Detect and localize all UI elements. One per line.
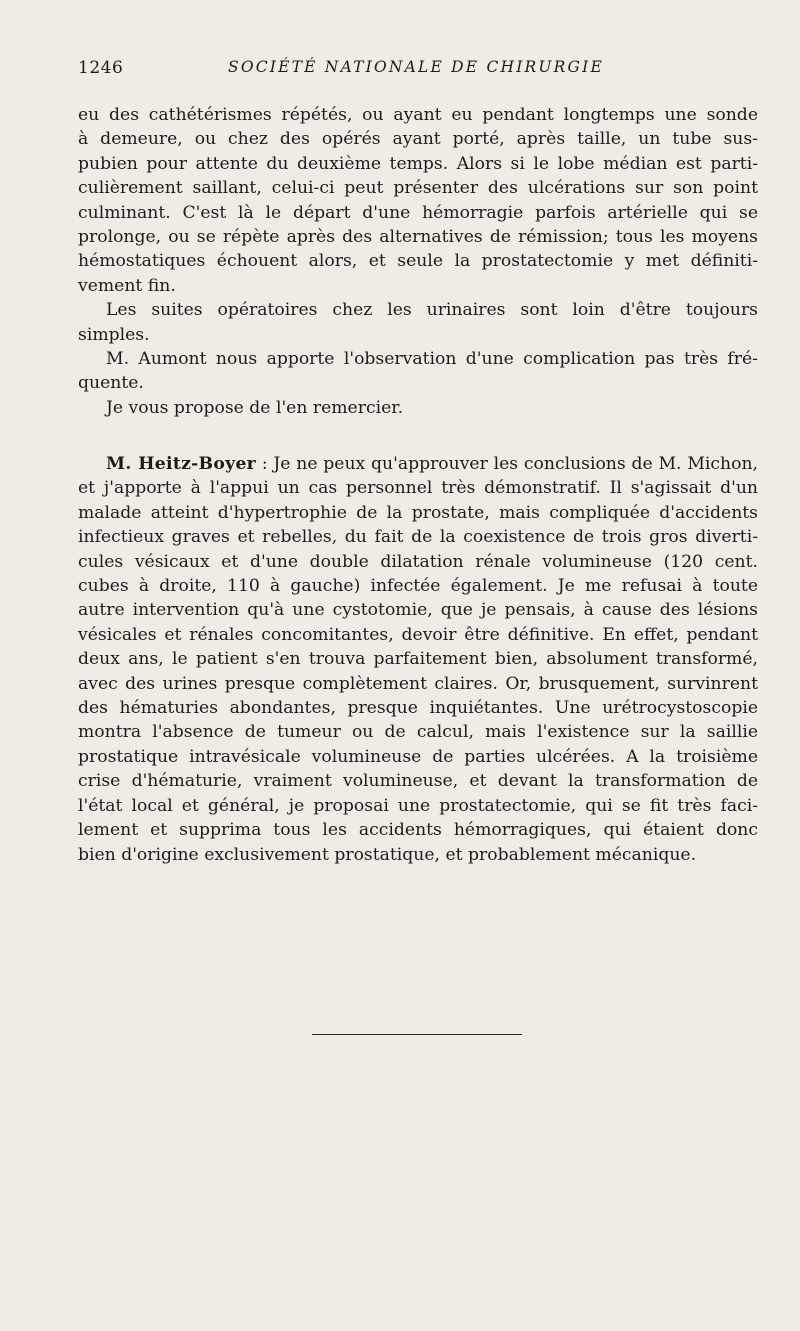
text-line: Je vous propose de l'en remercier. — [106, 397, 404, 418]
text-line-rest: : Je ne peux qu'approuver les conclusions de M. Michon, — [256, 454, 758, 474]
text-line: quente. — [78, 373, 144, 394]
text-line: simples. — [78, 324, 150, 345]
text-line: autre intervention qu'à une cystotomie, que je pensais, à cause des lésions — [78, 600, 758, 621]
running-title: SOCIÉTÉ NATIONALE DE CHIRURGIE — [228, 58, 604, 76]
text-line: hémostatiques échouent alors, et seule la prostatectomie y met définiti- — [78, 251, 758, 272]
text-line: l'état local et général, je proposai une prostatectomie, qui se fit très faci- — [78, 795, 758, 816]
text-line: pubien pour attente du deuxième temps. Alors si le lobe médian est parti- — [78, 153, 758, 174]
text-line: lement et supprima tous les accidents hémorragiques, qui étaient donc — [78, 820, 758, 841]
text-line: deux ans, le patient s'en trouva parfaitement bien, absolument transformé, — [78, 649, 758, 670]
speaker-name: M. Heitz-Boyer — [106, 454, 257, 474]
text-line: malade atteint d'hypertrophie de la prostate, mais compliquée d'accidents — [78, 502, 758, 523]
paragraph-block-heitz-boyer — [78, 452, 758, 867]
text-line: à demeure, ou chez des opérés ayant porté, après taille, un tube sus- — [78, 129, 758, 150]
text-line: culminant. C'est là le départ d'une hémorragie parfois artérielle qui se — [78, 202, 758, 223]
text-line: prolonge, ou se répète après des alternatives de rémission; tous les moyens — [78, 227, 758, 248]
paragraph-block-michon-conclusion — [78, 103, 758, 420]
text-line: avec des urines presque complètement claires. Or, brusquement, survinrent — [78, 673, 758, 694]
text-line: et j'apporte à l'appui un cas personnel très démonstratif. Il s'agissait d'un — [78, 478, 758, 499]
page-header — [78, 58, 756, 82]
text-line: cules vésicaux et d'une double dilatation rénale volumineuse (120 cent. — [78, 551, 758, 572]
page-number: 1246 — [78, 58, 124, 78]
text-line: M. Aumont nous apporte l'observation d'une complication pas très fré- — [106, 349, 758, 370]
text-line: crise d'hématurie, vraiment volumineuse, et devant la transformation de — [78, 771, 758, 792]
text-line: montra l'absence de tumeur ou de calcul, mais l'existence sur la saillie — [78, 722, 758, 743]
text-line: bien d'origine exclusivement prostatique, et probablement mécanique. — [78, 844, 697, 865]
text-line: des hématuries abondantes, presque inquiétantes. Une urétrocystoscopie — [78, 698, 758, 719]
text-line: cubes à droite, 110 à gauche) infectée également. Je me refusai à toute — [78, 576, 758, 597]
text-line: prostatique intravésicale volumineuse de parties ulcérées. A la troisième — [78, 746, 758, 767]
text-line: vement fin. — [78, 275, 176, 296]
text-line: vésicales et rénales concomitantes, devoir être définitive. En effet, pendant — [78, 624, 758, 645]
text-line: infectieux graves et rebelles, du fait de la coexistence de trois gros diverti- — [78, 527, 758, 548]
text-line: Les suites opératoires chez les urinaires sont loin d'être toujours — [106, 300, 758, 321]
section-divider — [312, 1034, 522, 1035]
text-line: eu des cathétérismes répétés, ou ayant eu pendant longtemps une sonde — [78, 105, 758, 125]
text-line: culièrement saillant, celui-ci peut présenter des ulcérations sur son point — [78, 178, 758, 199]
text-line-first — [78, 452, 758, 476]
